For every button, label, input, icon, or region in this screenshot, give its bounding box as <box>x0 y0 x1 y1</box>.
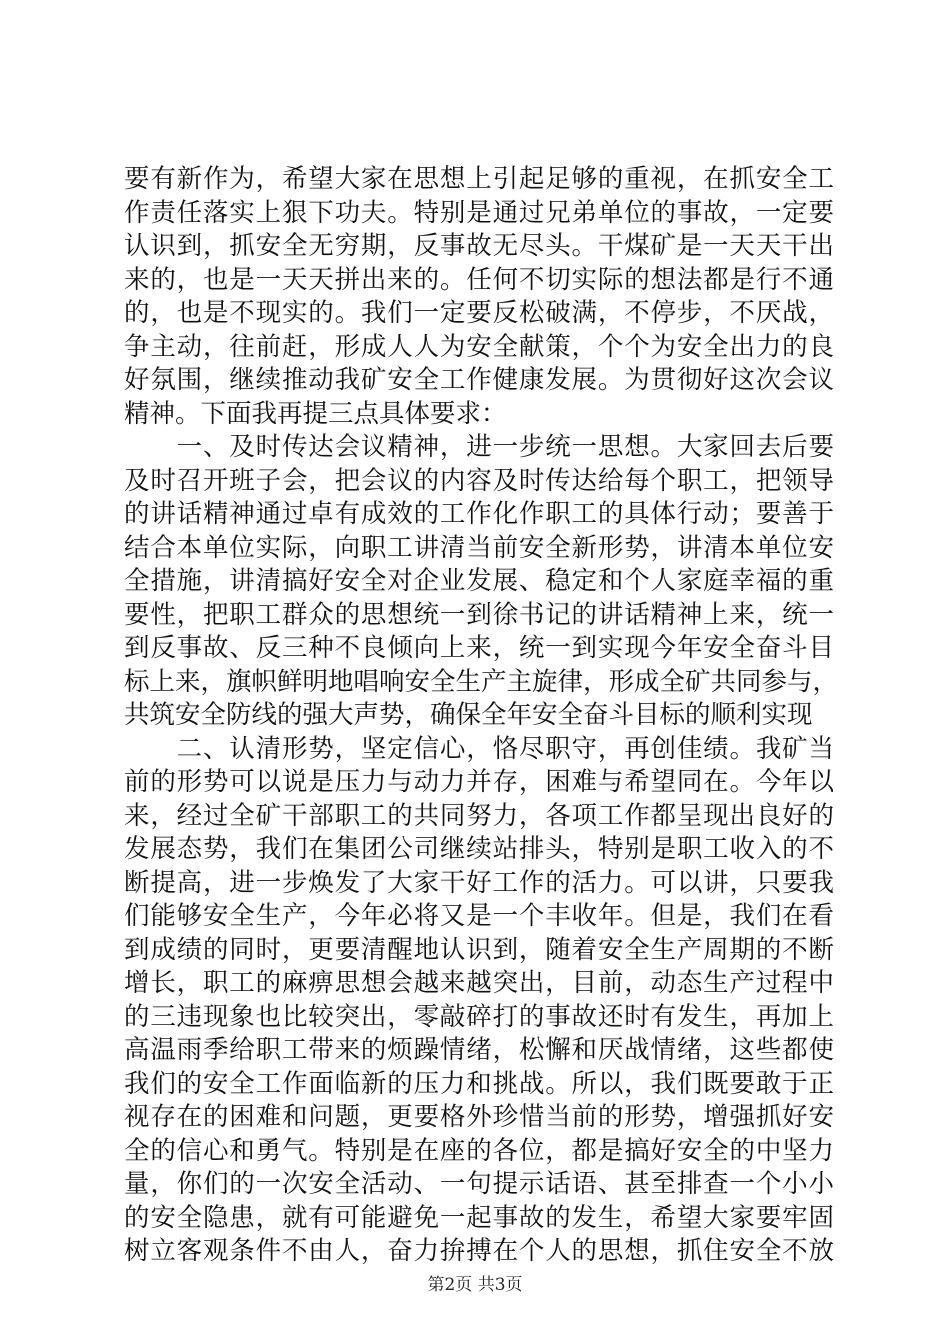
text-line: 作责任落实上狠下功夫。特别是通过兄弟单位的事故，一定要 <box>124 197 834 228</box>
text-line: 标上来，旗帜鲜明地唱响安全生产主旋律，形成全矿共同参与， <box>124 666 839 697</box>
text-line: 断提高，进一步焕发了大家干好工作的活力。可以讲，只要我 <box>124 867 834 898</box>
page-number-footer: 第2页 共3页 <box>427 1275 523 1295</box>
text-line: 的三违现象也比较突出，零敲碎打的事故还时有发生，再加上 <box>124 1001 834 1032</box>
text-line: 二、认清形势，坚定信心，恪尽职守，再创佳绩。我矿当 <box>124 733 834 764</box>
text-line: 要有新作为，希望大家在思想上引起足够的重视，在抓安全工 <box>124 164 834 194</box>
text-line: 来的，也是一天天拼出来的。任何不切实际的想法都是行不通 <box>124 264 834 295</box>
text-line: 要性，把职工群众的思想统一到徐书记的讲话精神上来，统一 <box>124 599 834 630</box>
text-line: 高温雨季给职工带来的烦躁情绪，松懈和厌战情绪，这些都使 <box>124 1035 834 1065</box>
text-line: 前的形势可以说是压力与动力并存，困难与希望同在。今年以 <box>124 767 834 797</box>
text-line: 全措施，讲清搞好安全对企业发展、稳定和个人家庭幸福的重 <box>124 566 834 596</box>
text-line: 树立客观条件不由人，奋力拚搏在个人的思想，抓住安全不放 <box>124 1236 834 1266</box>
text-line: 一、及时传达会议精神，进一步统一思想。大家回去后要 <box>124 432 834 462</box>
text-line: 及时召开班子会，把会议的内容及时传达给每个职工，把领导 <box>124 465 834 496</box>
text-line: 们能够安全生产，今年必将又是一个丰收年。但是，我们在看 <box>124 901 834 931</box>
text-line: 到成绩的同时，更要清醒地认识到，随着安全生产周期的不断 <box>124 934 834 965</box>
body-text <box>124 163 839 1269</box>
text-line: 认识到，抓安全无穷期，反事故无尽头。干煤矿是一天天干出 <box>124 231 834 261</box>
text-line: 发展态势，我们在集团公司继续站排头，特别是职工收入的不 <box>124 834 834 864</box>
text-line: 增长，职工的麻痹思想会越来越突出，目前，动态生产过程中 <box>124 968 834 998</box>
text-line: 结合本单位实际，向职工讲清当前安全新形势，讲清本单位安 <box>124 532 834 563</box>
text-line: 的，也是不现实的。我们一定要反松破满，不停步，不厌战， <box>124 298 834 328</box>
text-line: 视存在的困难和问题，更要格外珍惜当前的形势，增强抓好安 <box>124 1102 834 1132</box>
text-line: 共筑安全防线的强大声势，确保全年安全奋斗目标的顺利实现 <box>124 700 813 730</box>
text-line: 我们的安全工作面临新的压力和挑战。所以，我们既要敢于正 <box>124 1068 834 1099</box>
text-line: 的讲话精神通过卓有成效的工作化作职工的具体行动；要善于 <box>124 499 834 529</box>
text-line: 来，经过全矿干部职工的共同努力，各项工作都呈现出良好的 <box>124 800 834 831</box>
text-line: 到反事故、反三种不良倾向上来，统一到实现今年安全奋斗目 <box>124 633 834 663</box>
text-line: 精神。下面我再提三点具体要求： <box>124 398 507 429</box>
text-line: 好氛围，继续推动我矿安全工作健康发展。为贯彻好这次会议 <box>124 365 834 395</box>
text-line: 争主动，往前赶，形成人人为安全献策，个个为安全出力的良 <box>124 331 834 362</box>
text-line: 量，你们的一次安全活动、一句提示话语、甚至排查一个小小 <box>124 1169 834 1199</box>
text-line: 全的信心和勇气。特别是在座的各位，都是搞好安全的中坚力 <box>124 1135 834 1166</box>
text-line: 的安全隐患，就有可能避免一起事故的发生，希望大家要牢固 <box>124 1202 834 1233</box>
